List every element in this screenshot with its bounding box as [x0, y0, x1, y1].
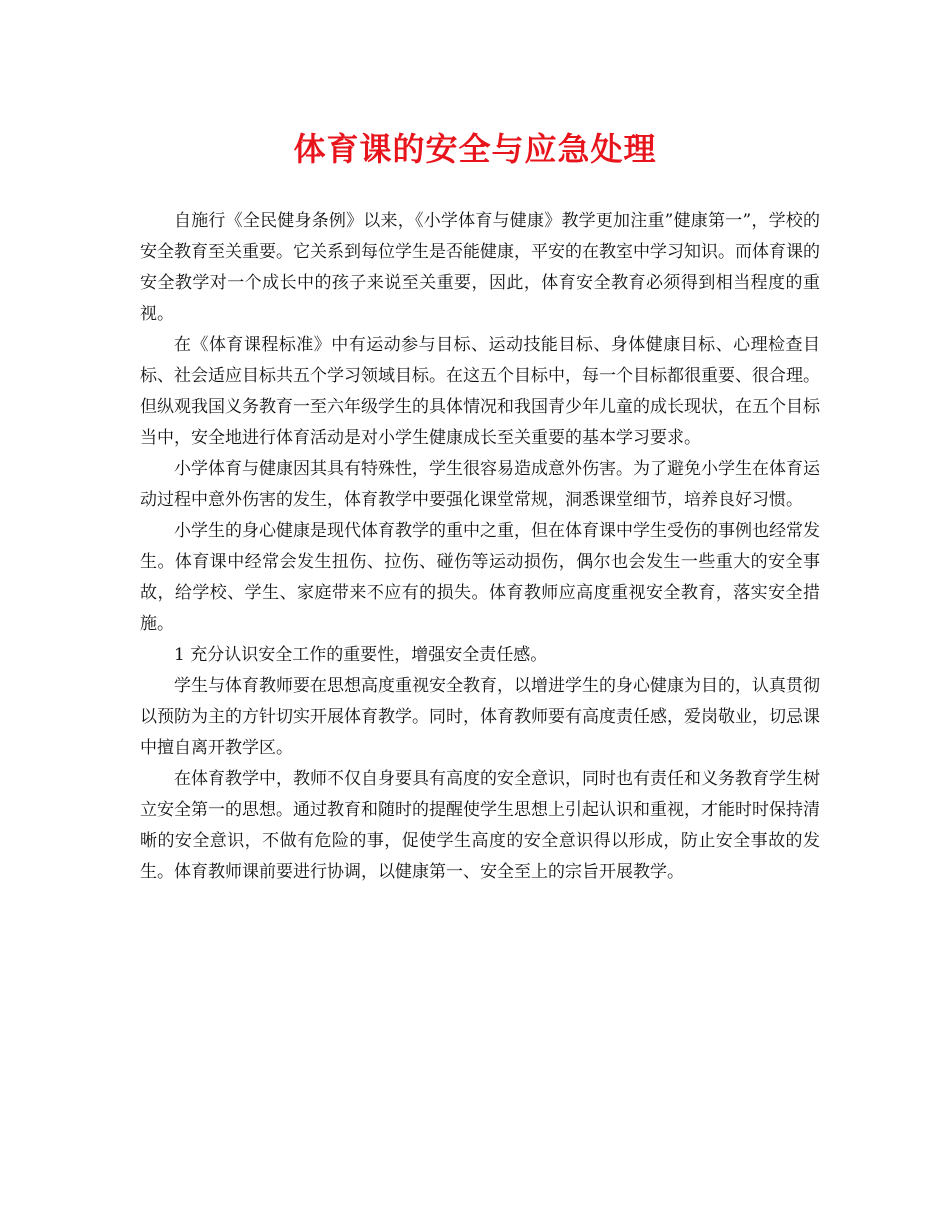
paragraph-injury-risk: 小学体育与健康因其具有特殊性，学生很容易造成意外伤害。为了避免小学生在体育运动过程中意外伤害的发生，体育教学中要强化课堂常规，洞悉课堂细节，培养良好习惯。 [140, 459, 820, 510]
paragraph-health-priority: 小学生的身心健康是现代体育教学的重中之重，但在体育课中学生受伤的事例也经常发生。体育课中经常会发生扭伤、拉伤、碰伤等运动损伤，偶尔也会发生一些重大的安全事故，给学校、学生、家庭带来不应有的损失。体育教师应高度重视安全教育，落实安全措施。 [140, 521, 820, 634]
document-title: 体育课的安全与应急处理 [293, 130, 657, 168]
document-body [140, 206, 820, 888]
paragraph-responsibility: 学生与体育教师要在思想高度重视安全教育，以增进学生的身心健康为目的，认真贯彻以预防为主的方针切实开展体育教学。同时，体育教师要有高度责任感，爱岗敬业，切忌课中擅自离开教学区。 [140, 676, 820, 758]
section-heading-1: 1 充分认识安全工作的重要性，增强安全责任感。 [174, 645, 548, 665]
paragraph-intro: 自施行《全民健身条例》以来，《小学体育与健康》教学更加注重”健康第一”，学校的安全教育至关重要。它关系到每位学生是否能健康，平安的在教室中学习知识。而体育课的安全教学对一个成长中的孩子来说至关重要，因此，体育安全教育必须得到相当程度的重视。 [140, 211, 820, 324]
paragraph-safety-awareness: 在体育教学中，教师不仅自身要具有高度的安全意识，同时也有责任和义务教育学生树立安全第一的思想。通过教育和随时的提醒使学生思想上引起认识和重视，才能时时保持清晰的安全意识，不做有危险的事，促使学生高度的安全意识得以形成，防止安全事故的发生。体育教师课前要进行协调，以健康第一、安全至上的宗旨开展教学。 [140, 769, 820, 882]
paragraph-curriculum-goals: 在《体育课程标准》中有运动参与目标、运动技能目标、身体健康目标、心理检查目标、社会适应目标共五个学习领域目标。在这五个目标中，每一个目标都很重要、很合理。但纵观我国义务教育一至六年级学生的具体情况和我国青少年儿童的成长现状，在五个目标当中，安全地进行体育活动是对小学生健康成长至关重要的基本学习要求。 [140, 335, 820, 448]
